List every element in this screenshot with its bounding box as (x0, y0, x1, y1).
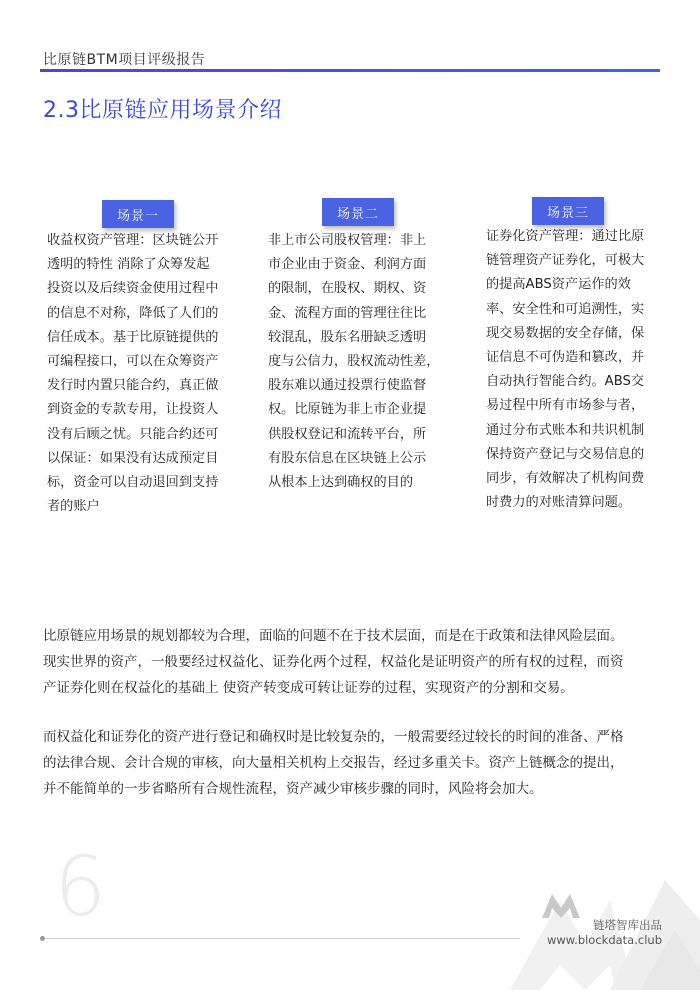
body-paragraph-1: 比原链应用场景的规划都较为合理，面临的问题不在于技术层面，而是在于政策和法律风险层面。 现实世界的资产，一般要经过权益化、证券化两个过程，权益化是证明资产的所有权的过程，而资 产证券化则在权益化的基础上 使资产转变成可转让证券的过程，实现资产的分割和交易。 (43, 628, 624, 696)
scene-1-text: 收益权资产管理：区块链公开 透明的特性 消除了众筹发起 投资以及后续资金使用过程中 的信息不对称，降低了人们的 信任成本。基于比原链提供的 可编程接口，可以在众筹资产 发行时内置只能合约，真正做 到资金的专款专用，让投资人 没有后顾之忧。只能合约还可 以保证：如果没有达成预定目 标，资金可以自动退回到支持 者的账户 (47, 233, 219, 515)
footer-divider-dot (40, 936, 45, 941)
section-title: 2.3比原链应用场景介绍 (43, 98, 282, 123)
page-number: 6 (54, 840, 107, 935)
scene-3-text: 证券化资产管理：通过比原 链管理资产证券化，可极大 的提高ABS资产运作的效 率、安全性和可追溯性，实 现交易数据的安全存储，保 证信息不可伪造和篡改，并 自动执行智能合约。ABS交 易过程中所有市场参与者， 通过分布式账本和共识机制 保持资产登记与交易信息的 同步，有效解决了机构间费 时费力的对账清算问题。 (486, 229, 645, 511)
report-title: 比原链BTM项目评级报告 (43, 52, 206, 68)
scene-3-tag: 场景三 (532, 197, 604, 225)
body-paragraph-2: 而权益化和证券化的资产进行登记和确权时是比较复杂的，一般需要经过较长的时间的准备、严格 的法律合规、会计合规的审核，向大量相关机构上交报告，经过多重关卡。资产上链概念的提出， 并不能简单的一步省略所有合规性流程，资产减少审核步骤的同时，风险将会加大。 (43, 729, 624, 797)
footer-divider (42, 938, 520, 939)
footer-publisher: 链塔智库出品 (593, 918, 662, 932)
header-divider (40, 69, 660, 72)
footer-website-link[interactable]: www.blockdata.club (547, 933, 662, 947)
scene-2-text: 非上市公司股权管理：非上 市企业由于资金、利润方面 的限制，在股权、期权、资 金、流程方面的管理往往比 较混乱，股东名册缺乏透明 度与公信力，股权流动性差， 股东难以通过投票行使监督 权。比原链为非上市企业提 供股权登记和流转平台，所 有股东信息在区块链上公示 从根本上达到确权的目的 (268, 233, 440, 491)
scene-2-tag: 场景二 (322, 198, 394, 226)
scene-1-tag: 场景一 (102, 200, 174, 228)
blockdata-logo-icon (540, 886, 582, 920)
